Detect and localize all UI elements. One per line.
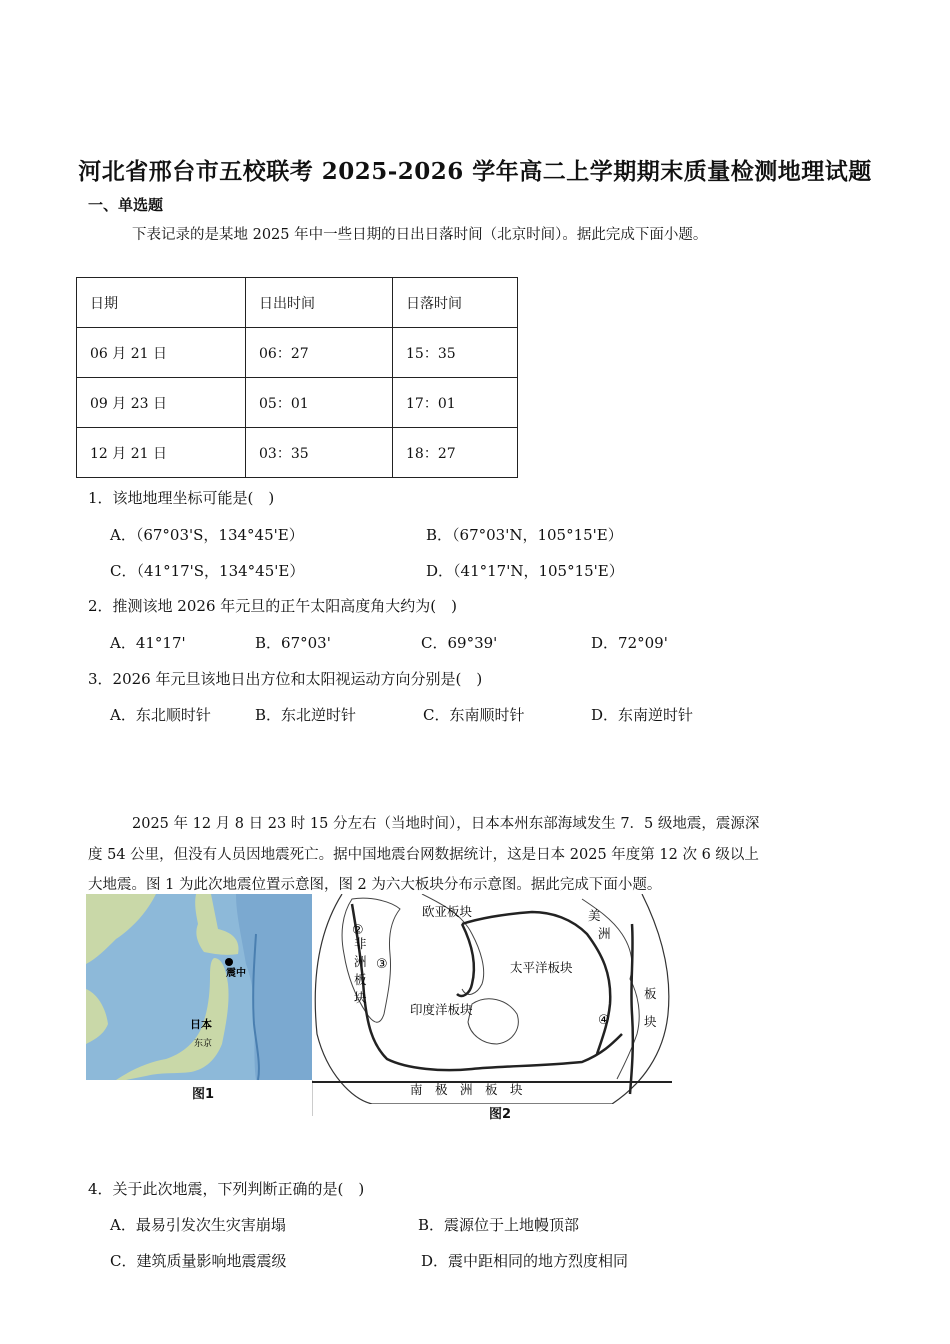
question-1-option-c[interactable]: C．（41°17'S，134°45'E） xyxy=(110,562,305,580)
america-label-1: 美 xyxy=(588,908,601,923)
table-cell: 05：01 xyxy=(246,378,393,428)
table-header-cell: 日出时间 xyxy=(246,278,393,328)
question-2-option-b[interactable]: B．67°03' xyxy=(255,634,331,652)
indian-boundary xyxy=(457,924,474,996)
figure-2-map xyxy=(312,894,672,1104)
table-cell: 06：27 xyxy=(246,328,393,378)
table-cell: 15：35 xyxy=(393,328,518,378)
section-heading: 一、单选题 xyxy=(88,196,164,214)
intro-text-2-line-1: 2025 年 12 月 8 日 23 时 15 分左右（当地时间），日本本州东部海域发生 7．5 级地震，震源深 xyxy=(132,816,760,832)
intro-text-1: 下表记录的是某地 2025 年中一些日期的日出日落时间（北京时间）。据此完成下面小题。 xyxy=(132,227,708,243)
marker-3: ③ xyxy=(376,957,388,972)
africa-coast xyxy=(342,898,400,1022)
question-2-option-a[interactable]: A．41°17' xyxy=(110,634,186,652)
marker-2: ② xyxy=(352,923,364,938)
question-1-option-d[interactable]: D．（41°17'N，105°15'E） xyxy=(426,562,624,580)
table-cell: 17：01 xyxy=(393,378,518,428)
table-header-cell: 日落时间 xyxy=(393,278,518,328)
question-4-option-a[interactable]: A．最易引发次生灾害崩塌 xyxy=(110,1216,286,1234)
america-plate-label-2: 块 xyxy=(644,1014,657,1029)
antarctic-label: 南 极 洲 板 块 xyxy=(410,1082,523,1097)
question-3-stem: 3．2026 年元旦该地日出方位和太阳视运动方向分别是( ) xyxy=(88,670,483,688)
table-cell: 09 月 23 日 xyxy=(77,378,246,428)
intro-text-2-line-3: 大地震。图 1 为此次地震位置示意图，图 2 为六大板块分布示意图。据此完成下面小题。 xyxy=(88,877,662,893)
africa-label-1: 非 xyxy=(354,936,367,951)
question-4-option-c[interactable]: C．建筑质量影响地震震级 xyxy=(110,1252,287,1270)
question-1-stem: 1．该地地理坐标可能是( ) xyxy=(88,489,275,507)
america-label-2: 洲 xyxy=(598,926,611,941)
figure-1-map xyxy=(86,894,312,1080)
figure-2-svg xyxy=(312,894,672,1104)
question-1-option-b[interactable]: B．（67°03'N，105°15'E） xyxy=(426,526,623,544)
indian-label: 印度洋板块 xyxy=(410,1002,473,1017)
question-1-option-a[interactable]: A．（67°03'S，134°45'E） xyxy=(110,526,304,544)
tokyo-label: 东京 xyxy=(194,1039,213,1049)
table-cell: 03：35 xyxy=(246,428,393,478)
question-4-stem: 4．关于此次地震，下列判断正确的是( ) xyxy=(88,1180,365,1198)
table-row xyxy=(77,428,518,478)
question-3-option-d[interactable]: D．东南逆时针 xyxy=(591,706,694,724)
japan-label: 日本 xyxy=(190,1018,212,1031)
figure-1-caption-area xyxy=(86,1080,313,1116)
pacific-label: 太平洋板块 xyxy=(510,960,573,975)
intro-text-2-line-2: 度 54 公里，但没有人员因地震死亡。据中国地震台网数据统计，这是日本 2025 年度第 12 次 6 级以上 xyxy=(88,847,759,863)
question-3-option-b[interactable]: B．东北逆时针 xyxy=(255,706,357,724)
table-cell: 12 月 21 日 xyxy=(77,428,246,478)
africa-label-3: 板 xyxy=(354,972,367,987)
eurasia-label: 欧亚板块 xyxy=(422,904,473,919)
figure-2-caption: 图2 xyxy=(489,1107,512,1122)
africa-label-4: 块 xyxy=(354,990,367,1005)
table-cell: 06 月 21 日 xyxy=(77,328,246,378)
epicenter-label: 震中 xyxy=(226,968,246,979)
marker-4: ④ xyxy=(598,1013,610,1028)
america-plate-label-1: 板 xyxy=(644,986,657,1001)
table-header-cell: 日期 xyxy=(77,278,246,328)
table-row xyxy=(77,328,518,378)
question-4-option-d[interactable]: D．震中距相同的地方烈度相同 xyxy=(421,1252,629,1270)
question-2-option-d[interactable]: D．72°09' xyxy=(591,634,668,652)
table-header-row xyxy=(77,278,518,328)
pacific-boundary xyxy=(462,912,610,1054)
america-boundary xyxy=(630,924,633,1094)
question-3-option-c[interactable]: C．东南顺时针 xyxy=(423,706,525,724)
figure-1-svg xyxy=(86,894,312,1080)
table-row xyxy=(77,378,518,428)
figure-1-caption: 图1 xyxy=(192,1087,215,1102)
table-cell: 18：27 xyxy=(393,428,518,478)
question-3-option-a[interactable]: A．东北顺时针 xyxy=(110,706,211,724)
sunrise-sunset-table xyxy=(76,277,518,478)
question-4-option-b[interactable]: B．震源位于上地幔顶部 xyxy=(418,1216,580,1234)
page-title: 河北省邢台市五校联考 2025-2026 学年高二上学期期末质量检测地理试题 xyxy=(78,158,872,185)
question-2-stem: 2．推测该地 2026 年元旦的正午太阳高度角大约为( ) xyxy=(88,597,457,615)
question-2-option-c[interactable]: C．69°39' xyxy=(421,634,498,652)
africa-label-2: 洲 xyxy=(354,954,367,969)
epicenter-dot xyxy=(225,958,233,966)
australia-coast xyxy=(468,999,518,1044)
